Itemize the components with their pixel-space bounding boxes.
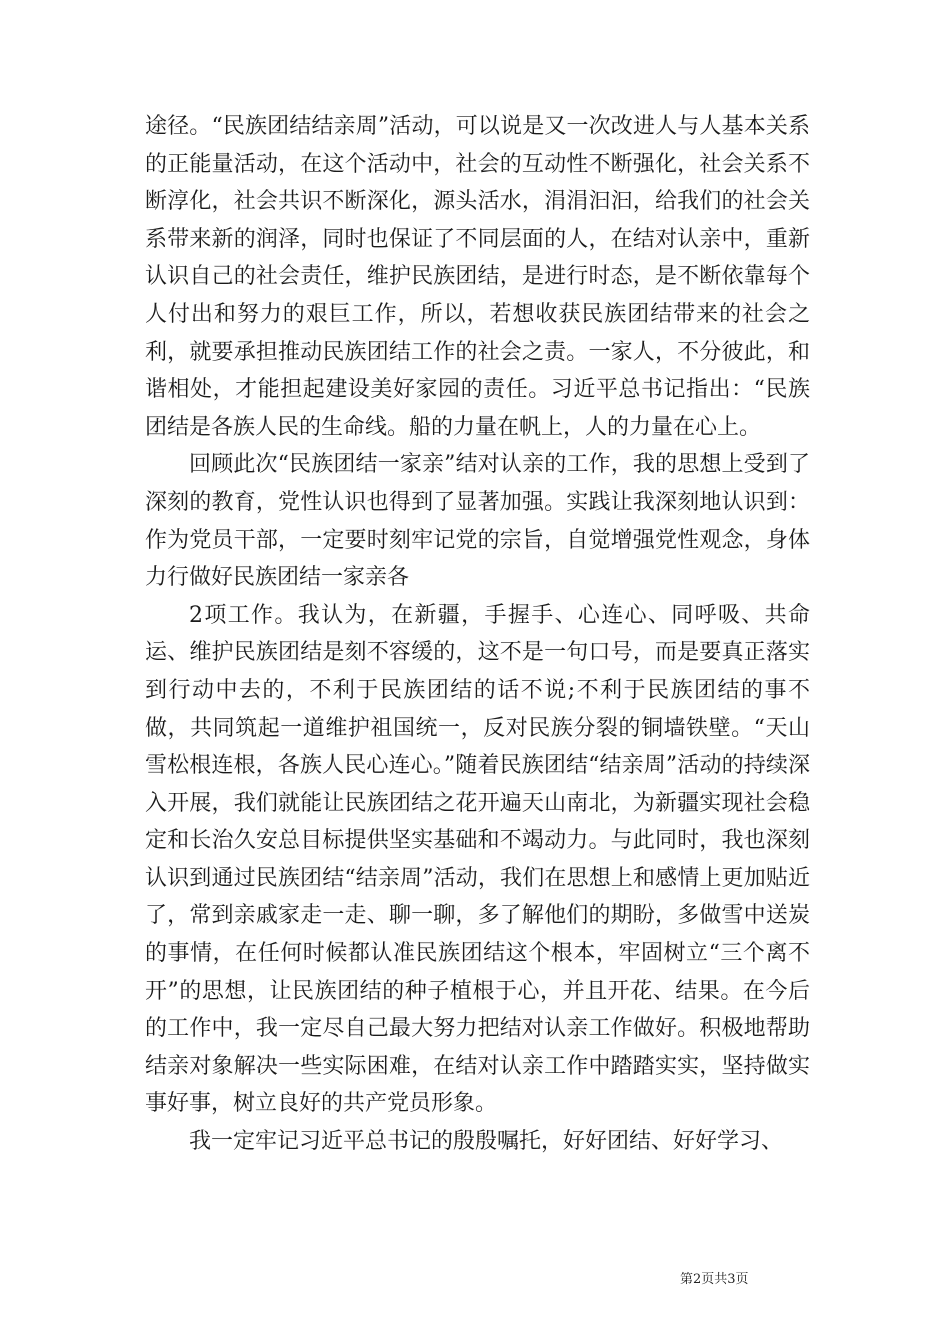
document-body [145, 108, 810, 1161]
paragraph-3: 2项工作。我认为，在新疆，手握手、心连心、同呼吸、共命运、维护民族团结是刻不容缓的，这不是一句口号，而是要真正落实到行动中去的，不利于民族团结的话不说;不利于民族团结的事不做，共同筑起一道维护祖国统一，反对民族分裂的铜墙铁壁。“天山雪松根连根，各族人民心连心。”随着民族团结“结亲周”活动的持续深入开展，我们就能让民族团结之花开遍天山南北，为新疆实现社会稳定和长治久安总目标提供坚实基础和不竭动力。与此同时，我也深刻认识到通过民族团结“结亲周”活动，我们在思想上和感情上更加贴近了，常到亲戚家走一走、聊一聊，多了解他们的期盼，多做雪中送炭的事情，在任何时候都认准民族团结这个根本，牢固树立“三个离不开”的思想，让民族团结的种子植根于心，并且开花、结果。在今后的工作中，我一定尽自己最大努力把结对认亲工作做好。积极地帮助结亲对象解决一些实际困难，在结对认亲工作中踏踏实实，坚持做实事好事，树立良好的共产党员形象。 [145, 602, 810, 1117]
paragraph-1: 途径。“民族团结结亲周”活动，可以说是又一次改进人与人基本关系的正能量活动，在这个活动中，社会的互动性不断强化，社会关系不断淳化，社会共识不断深化，源头活水，涓涓汩汩，给我们的社会关系带来新的润泽，同时也保证了不同层面的人，在结对认亲中，重新认识自己的社会责任，维护民族团结，是进行时态，是不断依靠每个人付出和努力的艰巨工作，所以，若想收获民族团结带来的社会之利，就要承担推动民族团结工作的社会之责。一家人，不分彼此，和谐相处，才能担起建设美好家园的责任。习近平总书记指出：“民族团结是各族人民的生命线。船的力量在帆上，人的力量在心上。 [145, 114, 810, 440]
paragraph-2: 回顾此次“民族团结一家亲”结对认亲的工作，我的思想上受到了深刻的教育，党性认识也得到了显著加强。实践让我深刻地认识到：作为党员干部，一定要时刻牢记党的宗旨，自觉增强党性观念，身体力行做好民族团结一家亲各 [145, 452, 810, 591]
page-number-footer: 第2页共3页 [680, 1272, 749, 1287]
paragraph-4: 我一定牢记习近平总书记的殷殷嘱托，好好团结、好好学习、 [189, 1129, 784, 1155]
